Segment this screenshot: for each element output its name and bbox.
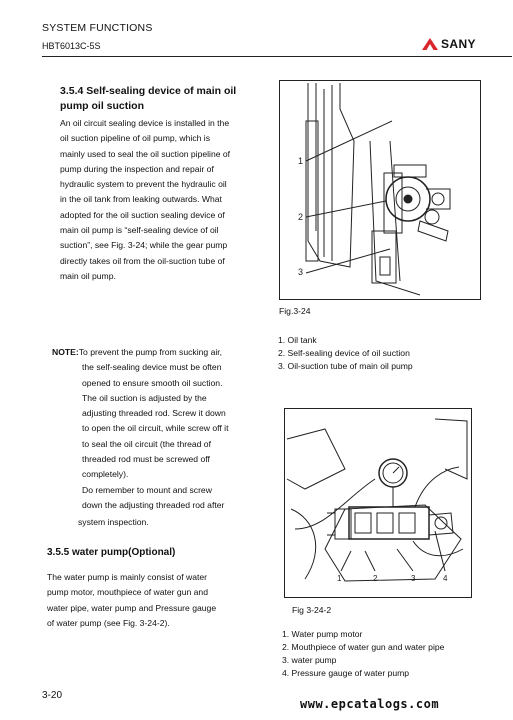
paragraph-line: of water pump (see Fig. 3-24-2). — [47, 617, 170, 628]
section-3-5-4 — [60, 84, 262, 284]
legend-item: 4. Pressure gauge of water pump — [282, 668, 410, 678]
note-line: the self-sealing device must be often — [82, 362, 222, 373]
note-line: system inspection. — [78, 517, 149, 528]
note-line: adjusting threaded rod. Screw it down — [82, 408, 226, 419]
callout-2: 2 — [373, 574, 378, 583]
header-divider — [42, 56, 512, 57]
figure-legend — [282, 628, 444, 680]
section-title-line1: 3.5.4 Self-sealing device of main oil — [60, 85, 237, 97]
callout-3: 3 — [298, 267, 304, 277]
paragraph-line: hydraulic system to prevent the hydraulic oil — [60, 179, 227, 190]
legend-item: 1. Water pump motor — [282, 629, 363, 639]
legend-item: 3. Oil-suction tube of main oil pump — [278, 361, 413, 371]
callout-2: 2 — [298, 212, 304, 222]
paragraph-line: mainly used to seal the oil suction pipeline of — [60, 148, 231, 159]
callout-4: 4 — [443, 574, 448, 583]
paragraph-line: main oil pump. — [60, 270, 116, 281]
note-line: down the adjusting threaded rod after — [82, 499, 225, 510]
header-model: HBT6013C-5S — [42, 41, 101, 51]
sany-logo-icon — [422, 38, 438, 50]
figure-3-24-2 — [284, 408, 472, 598]
legend-item: 2. Mouthpiece of water gun and water pipe — [282, 642, 445, 652]
figure-legend — [278, 334, 413, 373]
oil-tank-illustration — [280, 81, 480, 299]
note-label: NOTE: — [52, 347, 79, 357]
water-pump-illustration — [285, 409, 471, 597]
callout-1: 1 — [298, 156, 304, 166]
figure-caption: Fig.3-24 — [279, 306, 311, 316]
paragraph-line: adopted for the oil suction sealing device of — [60, 209, 225, 220]
brand-logo — [422, 37, 476, 51]
legend-item: 3. water pump — [282, 655, 337, 665]
header-title: SYSTEM FUNCTIONS — [42, 22, 153, 34]
note-line: completely). — [82, 469, 129, 480]
note-block — [52, 345, 267, 531]
legend-item: 2. Self-sealing device of oil suction — [278, 348, 410, 358]
brand-name: SANY — [441, 37, 476, 51]
paragraph-line: in the oil tank from leaking outwards. What — [60, 194, 222, 205]
section-3-5-5-title: 3.5.5 water pump(Optional) — [47, 547, 176, 558]
figure-3-24 — [279, 80, 481, 300]
paragraph-line: pump during the inspection and repair of — [60, 163, 214, 174]
paragraph-line: suction”, see Fig. 3-24; while the gear pump — [60, 240, 228, 251]
watermark: www.epcatalogs.com — [300, 697, 440, 711]
callout-3: 3 — [411, 574, 416, 583]
paragraph-line: water pipe, water pump and Pressure gauge — [47, 602, 217, 613]
section-3-5-5-paragraph — [47, 570, 262, 631]
paragraph-line: An oil circuit sealing device is installed in the — [60, 118, 230, 128]
callout-1: 1 — [337, 574, 342, 583]
note-body — [52, 360, 256, 513]
note-line: The oil suction is adjusted by the — [82, 392, 207, 403]
paragraph-line: pump motor, mouthpiece of water gun and — [47, 587, 208, 598]
note-line: opened to ensure smooth oil suction. — [82, 377, 223, 388]
paragraph-line: oil suction pipeline of oil pump, which is — [60, 133, 210, 144]
paragraph-line: The water pump is mainly consist of water — [47, 572, 207, 582]
legend-item: 1. Oil tank — [278, 335, 317, 345]
paragraph-line: main oil pump is “self-sealing device of oil — [60, 225, 219, 236]
figure-caption: Fig 3-24-2 — [292, 605, 332, 615]
note-line: To prevent the pump from sucking air, — [78, 347, 223, 357]
section-title-line2: pump oil suction — [60, 100, 144, 112]
page-number: 3-20 — [42, 690, 63, 701]
note-line: to open the oil circuit, while screw off it — [82, 423, 229, 434]
paragraph-line: directly takes oil from the oil-suction tube of — [60, 255, 225, 266]
note-line: Do remember to mount and screw — [82, 484, 212, 495]
section-paragraph — [60, 116, 262, 284]
note-line: to seal the oil circuit (the thread of — [82, 438, 211, 449]
note-line: threaded rod must be screwed off — [82, 454, 210, 465]
